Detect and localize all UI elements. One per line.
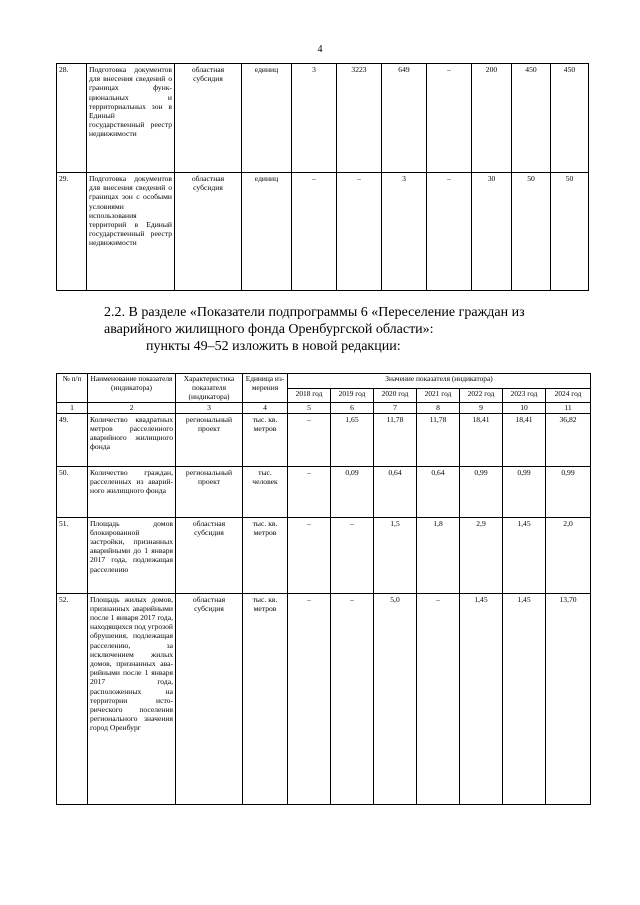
- indicator-type: региональный проект: [176, 466, 243, 517]
- value-2018: 3: [292, 64, 337, 173]
- table-row: [57, 517, 591, 593]
- value-2024: 0,99: [546, 466, 591, 517]
- page-number: 4: [317, 44, 323, 55]
- column-number: 10: [503, 403, 546, 413]
- indicator-type: региональный проект: [176, 413, 243, 466]
- header-year-2022: 2022 год: [460, 388, 503, 403]
- column-numbers-row: [57, 403, 591, 413]
- value-2023: 1,45: [503, 593, 546, 804]
- value-2023: 1,45: [503, 517, 546, 593]
- header-year-2023: 2023 год: [503, 388, 546, 403]
- value-2022: 18,41: [460, 413, 503, 466]
- value-2022: 0,99: [460, 466, 503, 517]
- header-year-2021: 2021 год: [417, 388, 460, 403]
- indicator-name: Площадь домов блокированной застройки, признанных аварийными до 1 января 2017 года, подлежащая расселению: [88, 517, 176, 593]
- table-row: [57, 466, 591, 517]
- value-2024: 50: [551, 173, 589, 291]
- indicator-type: областная субсидия: [176, 593, 243, 804]
- column-number: 9: [460, 403, 503, 413]
- value-2021: –: [427, 173, 472, 291]
- amendment-instruction: [104, 304, 594, 355]
- value-2021: 11,78: [417, 413, 460, 466]
- value-2020: 5,0: [374, 593, 417, 804]
- column-number: 1: [57, 403, 88, 413]
- value-2021: 1,8: [417, 517, 460, 593]
- column-number: 7: [374, 403, 417, 413]
- value-2020: 11,78: [374, 413, 417, 466]
- unit-cell: тыс. кв. метров: [243, 413, 288, 466]
- column-number: 8: [417, 403, 460, 413]
- header-name: Наименование показателя (индикатора): [88, 374, 176, 403]
- value-2023: 18,41: [503, 413, 546, 466]
- indicator-name: Подготовка документов для внесения сведений о границах зон с особыми условиями использования территорий в Единый государственный реестр недвижимости: [87, 173, 175, 291]
- indicator-name: Площадь жилых домов, признанных аварийными после 1 января 2017 года, находящихся под угрозой обрушения, подлежащая расселению, за исключением жилых домов, признанных аварийными после 1 января 2017 года, расположенных на территории исторического поселения регионального значения город Оренбург: [88, 593, 176, 804]
- unit-cell: тыс. кв. метров: [243, 517, 288, 593]
- value-2022: 30: [472, 173, 512, 291]
- value-2024: 13,70: [546, 593, 591, 804]
- value-2021: 0,64: [417, 466, 460, 517]
- value-2018: –: [288, 466, 331, 517]
- unit-cell: единиц: [242, 173, 292, 291]
- value-2018: –: [288, 517, 331, 593]
- value-2021: –: [417, 593, 460, 804]
- value-2023: 450: [512, 64, 551, 173]
- unit-cell: единиц: [242, 64, 292, 173]
- value-2020: 649: [382, 64, 427, 173]
- header-row: [57, 374, 591, 389]
- instruction-line-2: пункты 49–52 изложить в новой редакции:: [146, 339, 401, 354]
- column-number: 2: [88, 403, 176, 413]
- value-2018: –: [292, 173, 337, 291]
- table-row: [57, 173, 589, 291]
- indicator-name: Количество квадратных метров расселенного аварийного жилищного фонда: [88, 413, 176, 466]
- column-number: 11: [546, 403, 591, 413]
- value-2019: –: [331, 593, 374, 804]
- header-number: № п/п: [57, 374, 88, 403]
- value-2019: 1,65: [331, 413, 374, 466]
- row-number: 29.: [57, 173, 87, 291]
- row-number: 28.: [57, 64, 87, 173]
- indicators-table-subprogram-6: [56, 373, 591, 805]
- value-2019: 0,09: [331, 466, 374, 517]
- indicator-type: областная субсидия: [175, 64, 242, 173]
- value-2023: 50: [512, 173, 551, 291]
- value-2020: 3: [382, 173, 427, 291]
- header-characteristic: Характеристика показателя (индикатора): [176, 374, 243, 403]
- value-2024: 450: [551, 64, 589, 173]
- value-2018: –: [288, 413, 331, 466]
- row-number: 50.: [57, 466, 88, 517]
- column-number: 5: [288, 403, 331, 413]
- value-2019: –: [331, 517, 374, 593]
- header-year-2024: 2024 год: [546, 388, 591, 403]
- row-number: 52.: [57, 593, 88, 804]
- indicator-name: Подготовка документов для внесения сведений о границах функциональных и территориальных зон в Единый государственный реестр недвижимости: [87, 64, 175, 173]
- value-2024: 36,82: [546, 413, 591, 466]
- indicator-name: Количество граждан, расселенных из аварийного жилищного фонда: [88, 466, 176, 517]
- unit-cell: тыс. кв. метров: [243, 593, 288, 804]
- value-2019: 3223: [337, 64, 382, 173]
- column-number: 3: [176, 403, 243, 413]
- value-2022: 2,9: [460, 517, 503, 593]
- row-number: 49.: [57, 413, 88, 466]
- table-row: [57, 413, 591, 466]
- table-row: [57, 64, 589, 173]
- table-row: [57, 593, 591, 804]
- value-2019: –: [337, 173, 382, 291]
- indicator-type: областная субсидия: [176, 517, 243, 593]
- header-year-2018: 2018 год: [288, 388, 331, 403]
- instruction-line-1: 2.2. В разделе «Показатели подпрограммы 6 «Переселение граждан из аварийного жилищного фонда Оренбургской области»:: [104, 305, 525, 337]
- value-2023: 0,99: [503, 466, 546, 517]
- unit-cell: тыс. человек: [243, 466, 288, 517]
- indicators-table-continued: [56, 63, 589, 291]
- header-unit: Единица измерения: [243, 374, 288, 403]
- value-2022: 200: [472, 64, 512, 173]
- header-values: Значение показателя (индикатора): [288, 374, 591, 389]
- row-number: 51.: [57, 517, 88, 593]
- value-2018: –: [288, 593, 331, 804]
- value-2022: 1,45: [460, 593, 503, 804]
- indicator-type: областная субсидия: [175, 173, 242, 291]
- column-number: 4: [243, 403, 288, 413]
- value-2021: –: [427, 64, 472, 173]
- column-number: 6: [331, 403, 374, 413]
- header-year-2019: 2019 год: [331, 388, 374, 403]
- value-2020: 1,5: [374, 517, 417, 593]
- value-2024: 2,0: [546, 517, 591, 593]
- header-year-2020: 2020 год: [374, 388, 417, 403]
- value-2020: 0,64: [374, 466, 417, 517]
